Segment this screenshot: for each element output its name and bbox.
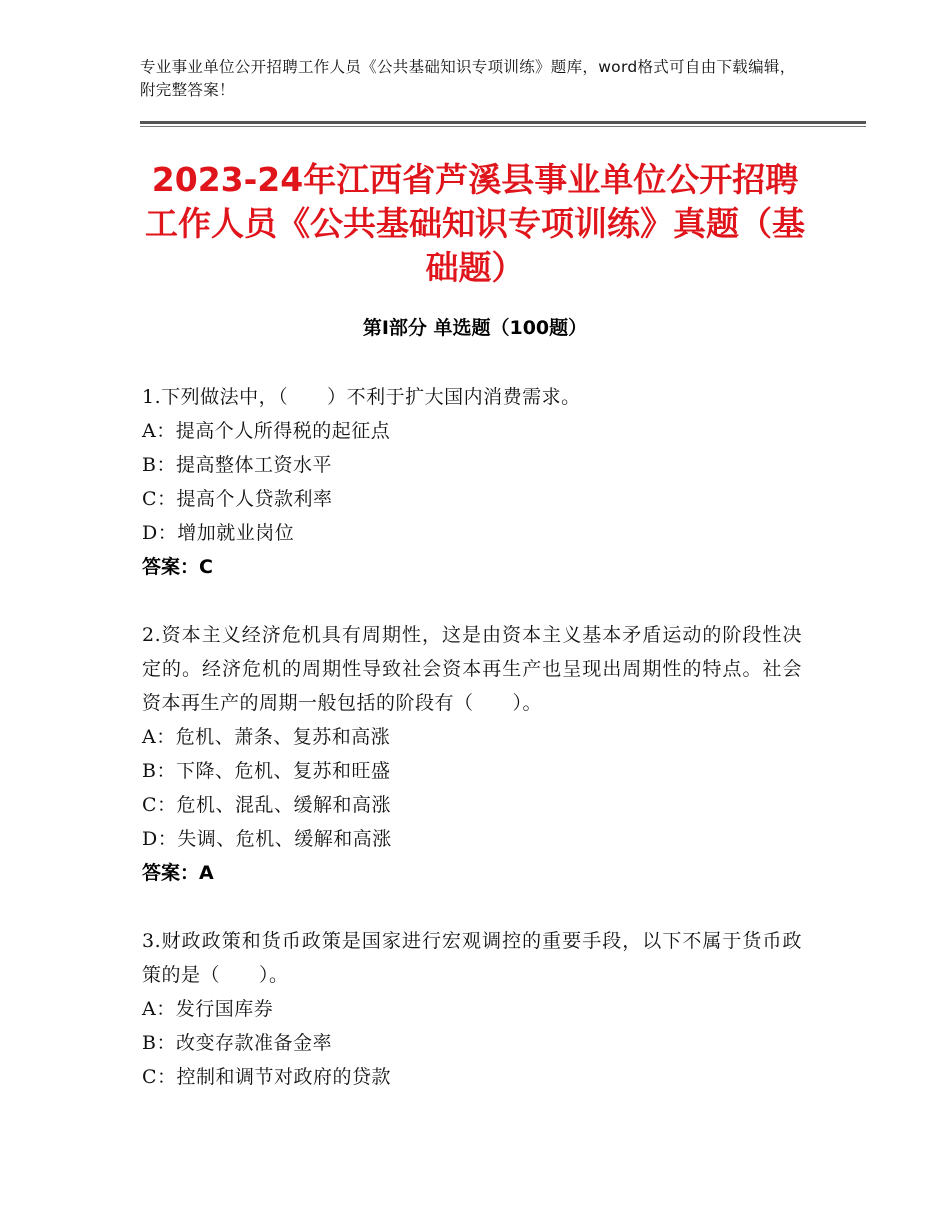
question-text: 1.下列做法中，（ ）不利于扩大国内消费需求。 [142,386,581,408]
option-b: B：提高整体工资水平 [142,454,332,476]
answer: 答案：A [142,862,214,884]
option-d: D：增加就业岗位 [142,522,295,544]
question-1 [142,380,802,584]
option-a: A：发行国库券 [142,998,274,1020]
question-list [142,380,802,1128]
option-c: C：提高个人贷款利率 [142,488,333,510]
answer: 答案：C [142,556,213,578]
question-3 [142,924,802,1094]
option-c: C：危机、混乱、缓解和高涨 [142,794,392,816]
section-title: 第I部分 单选题（100题） [362,317,588,339]
option-a: A：提高个人所得税的起征点 [142,420,391,442]
header-rule-thin [140,126,866,127]
document-title: 2023-24年江西省芦溪县事业单位公开招聘工作人员《公共基础知识专项训练》真题（基础题） [145,160,805,287]
option-c: C：控制和调节对政府的贷款 [142,1066,392,1088]
option-b: B：改变存款准备金率 [142,1032,332,1054]
option-a: A：危机、萧条、复苏和高涨 [142,726,391,748]
header-rule [140,121,866,124]
question-text: 2.资本主义经济危机具有周期性，这是由资本主义基本矛盾运动的阶段性决定的。经济危机的周期性导致社会资本再生产也呈现出周期性的特点。社会资本再生产的周期一般包括的阶段有（ ）。 [142,624,802,714]
header-note: 专业事业单位公开招聘工作人员《公共基础知识专项训练》题库，word格式可自由下载编辑，附完整答案！ [140,58,796,99]
question-2 [142,618,802,890]
option-b: B：下降、危机、复苏和旺盛 [142,760,391,782]
option-d: D：失调、危机、缓解和高涨 [142,828,392,850]
question-text: 3.财政政策和货币政策是国家进行宏观调控的重要手段，以下不属于货币政策的是（ ）。 [142,930,802,986]
